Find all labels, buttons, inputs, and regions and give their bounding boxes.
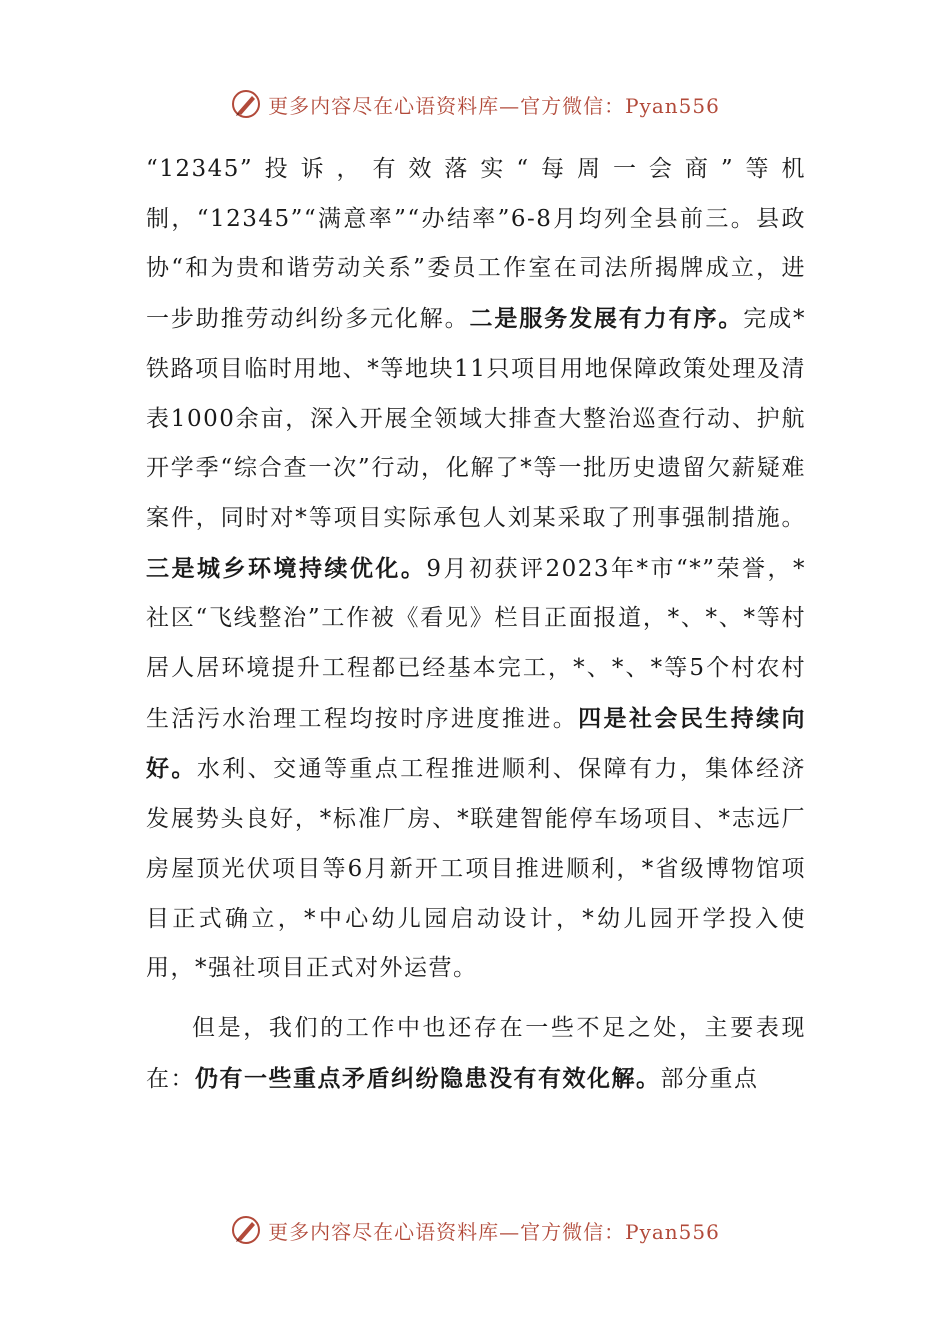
watermark-text: 更多内容尽在心语资料库—官方微信：Pyan556 [268, 93, 720, 118]
paragraph-1 [146, 145, 806, 994]
text-run: 水利、交通等重点工程推进顺利、保障有力，集体经济发展势头良好，*标准厂房、*联建智能停车场项目、*志远厂房屋顶光伏项目等6月新开工项目推进顺利，*省级博物馆项目正式确立，*中心幼儿园启动设计，*幼儿园开学投入使用，*强社项目正式对外运营。 [146, 756, 807, 982]
bold-heading-run: 四是社会民生持续向好。 [146, 704, 807, 783]
bold-heading-run: 二是服务发展有力有序。 [469, 305, 744, 333]
text-run: 部分重点 [660, 1065, 759, 1092]
text-run: 完成*铁路项目临时用地、*等地块11只项目用地保障政策处理及清表1000余亩，深入开展全领域大排查大整治巡查行动、护航开学季“综合查一次”行动，化解了*等一批历史遗留欠薪疑难案件，同时对*等项目实际承包人刘某采取了刑事强制措施。 [146, 306, 807, 531]
text-run: 9月初获评2023年*市“*”荣誉，*社区“飞线整治”工作被《看见》栏目正面报道，*、*、*等村居人居环境提升工程都已经基本完工，*、*、*等5个村农村生活污水治理工程均按时序进度推进。 [146, 555, 807, 732]
text-run: 但是，我们的工作中也还存在一些不足之处，主要表现在： [146, 1014, 806, 1092]
header-watermark [0, 84, 950, 124]
watermark-text: 更多内容尽在心语资料库—官方微信：Pyan556 [268, 1219, 720, 1244]
pen-logo-icon [230, 88, 262, 120]
bold-heading-run: 三是城乡环境持续优化。 [146, 554, 427, 582]
text-run: “12345”投诉，有效落实“每周一会商”等机制，“12345”“满意率”“办结率”6-8月均列全县前三。县政协“和为贵和谐劳动关系”委员工作室在司法所揭牌成立，进一步助推劳动纠纷多元化解。 [146, 156, 806, 333]
document-body [146, 145, 806, 1104]
bold-heading-run: 仍有一些重点矛盾纠纷隐患没有有效化解。 [195, 1064, 661, 1092]
footer-watermark [0, 1210, 950, 1250]
pen-logo-icon [230, 1214, 262, 1246]
paragraph-2 [146, 1004, 806, 1104]
